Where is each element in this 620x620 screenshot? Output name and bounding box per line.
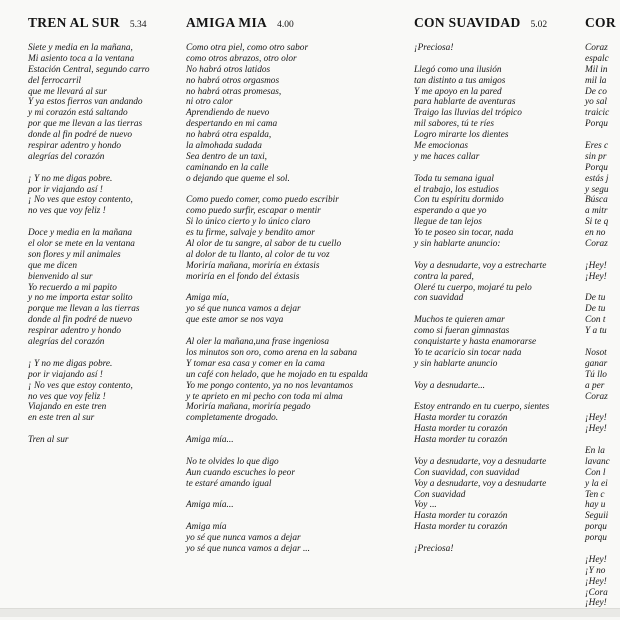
lyric-stanza	[186, 195, 401, 282]
lyric-line: No te olvides lo que digo	[186, 456, 279, 467]
lyric-line: Con suavidad, con suavidad	[414, 467, 520, 478]
lyric-line: Hasta morder tu corazón	[414, 435, 508, 446]
lyric-line: Si lo único cierto y lo único claro	[186, 217, 311, 228]
lyric-stanza	[414, 65, 579, 163]
song-column-cut-off	[585, 14, 620, 620]
lyric-line: Tú llo	[585, 369, 607, 380]
lyric-line: yo sé que nunca vamos a dejar	[186, 304, 301, 315]
lyric-line: Toda tu semana igual	[414, 173, 494, 184]
lyric-line: mil sabores, tú te ríes	[414, 119, 494, 130]
lyric-line: como puedo surfir, escapar o mentir	[186, 206, 321, 217]
lyric-stanza	[585, 261, 620, 283]
lyric-line: Amiga mía,	[186, 293, 229, 304]
lyric-line: no ves que voy feliz !	[28, 206, 106, 217]
lyric-line: y te aprieto en mi pecho con toda mi alma	[186, 391, 343, 402]
lyric-line: sin pr	[585, 151, 607, 162]
lyric-line: Logro mirarte los dientes	[414, 130, 509, 141]
lyric-line: Viajando en este tren	[28, 402, 107, 413]
lyric-line: respirar adentro y hondo	[28, 141, 122, 152]
song-column-con-suavidad	[414, 14, 579, 566]
lyric-line: llegue de tan lejos	[414, 217, 482, 228]
lyric-line: Me emocionas	[414, 141, 468, 152]
lyric-line: Eres c	[585, 141, 609, 152]
lyric-line: Voy a desnudarte, voy a desnudarte	[414, 456, 547, 467]
lyric-line: Con t	[585, 315, 606, 326]
lyric-line: ¡Hey!	[585, 576, 607, 587]
lyric-line: Yo te acaricio sin tocar nada	[414, 347, 522, 358]
lyric-line: a mitr	[585, 206, 608, 217]
lyric-line: Estoy entrando en tu cuerpo, sientes	[414, 402, 550, 413]
song-duration: 5.34	[129, 20, 147, 30]
lyric-line: Búsca	[585, 195, 608, 206]
lyric-line: en este tren al sur	[28, 413, 95, 424]
lyric-stanza	[585, 413, 620, 435]
lyric-line: no habrá otros orgasmos	[186, 75, 280, 86]
lyric-line: Aprendiendo de nuevo	[186, 108, 270, 119]
lyric-line: Y me apoyo en la pared	[414, 86, 502, 97]
song-column-tren-al-sur	[28, 14, 183, 457]
lyric-line: Amiga mía...	[186, 435, 234, 446]
lyric-line: alegrías del corazón	[28, 151, 105, 162]
lyric-line: Mil in	[585, 64, 608, 75]
lyric-line: ¡Hey!	[585, 554, 607, 565]
lyric-line: Aun cuando escuches lo peor	[186, 467, 295, 478]
lyric-line: porque me llevan a las tierras	[28, 304, 140, 315]
lyric-stanza	[585, 293, 620, 337]
lyric-line: Coraz	[585, 391, 608, 402]
lyric-line: al dolor de tu llanto, al color de tu voz	[186, 249, 330, 260]
lyric-line: Al olor de tu sangre, al sabor de tu cuello	[186, 239, 342, 250]
lyric-line: ¡Preciosa!	[414, 543, 454, 554]
song-lyrics	[28, 43, 183, 446]
lyric-line: Al oler la mañana,una frase ingeniosa	[186, 337, 330, 348]
lyric-line: De tu	[585, 304, 606, 315]
lyric-line: esperando a que yo	[414, 206, 487, 217]
lyric-line: como otros abrazos, otro olor	[186, 53, 297, 64]
lyric-line: porqu	[585, 533, 607, 544]
lyric-line: y mi corazón está saltando	[28, 108, 128, 119]
lyric-line: Traigo las lluvias del trópico	[414, 108, 522, 119]
song-lyrics	[186, 43, 401, 555]
lyric-line: que me llevará al sur	[28, 86, 108, 97]
lyric-line: es tu firme, salvaje y bendito amor	[186, 228, 315, 239]
lyric-line: ¡Hey!	[585, 413, 607, 424]
lyric-line: Porqu	[585, 162, 608, 173]
lyric-line: Porqu	[585, 119, 608, 130]
lyric-stanza	[28, 228, 183, 348]
lyric-line: estás j	[585, 173, 609, 184]
lyric-line: Voy ...	[414, 500, 437, 511]
lyric-stanza	[585, 348, 620, 402]
song-header	[414, 14, 579, 34]
lyric-line: De co	[585, 86, 607, 97]
lyric-line: hay u	[585, 500, 606, 511]
lyric-line: Voy a desnudarte, voy a estrecharte	[414, 260, 547, 271]
lyric-line: Amiga mía	[186, 522, 227, 533]
lyric-line: y segu	[585, 184, 609, 195]
lyric-line: yo sé que nunca vamos a dejar	[186, 533, 301, 544]
lyric-line: ¡ No ves que estoy contento,	[28, 195, 133, 206]
lyric-line: Mi asiento toca a la ventana	[28, 53, 135, 64]
lyric-line: No habrá otros latidos	[186, 64, 271, 75]
lyric-line: lavanc	[585, 456, 610, 467]
lyric-line: alegrías del corazón	[28, 337, 105, 348]
lyric-line: Coraz	[585, 43, 608, 53]
lyric-line: ganar	[585, 358, 608, 369]
lyric-stanza	[186, 522, 401, 555]
lyric-line: donde al fin podré de nuevo	[28, 130, 133, 141]
lyric-stanza	[28, 435, 183, 446]
lyric-line: porqu	[585, 522, 607, 533]
lyric-line: completamente drogado.	[186, 413, 279, 424]
lyric-line: contra la pared,	[414, 271, 474, 282]
song-header	[186, 14, 401, 34]
lyric-line: Yo te poseo sin tocar, nada	[414, 228, 514, 239]
lyric-stanza	[414, 43, 579, 54]
lyric-line: Amiga mía...	[186, 500, 234, 511]
lyric-stanza	[414, 174, 579, 250]
lyric-line: Hasta morder tu corazón	[414, 511, 508, 522]
lyric-line: Estación Central, segundo carro	[28, 64, 150, 75]
song-title: TREN AL SUR	[28, 15, 120, 30]
lyric-stanza	[585, 43, 620, 130]
lyric-line: que me dicen	[28, 260, 78, 271]
lyric-stanza	[585, 555, 620, 609]
lyric-line: donde al fin podré de nuevo	[28, 315, 133, 326]
lyric-line: tan distinto a tus amigos	[414, 75, 506, 86]
song-title: COR	[585, 15, 616, 30]
lyric-line: Y a tu	[585, 326, 607, 337]
lyric-line: conquistarte y hasta enamorarse	[414, 337, 537, 348]
lyric-line: Como puedo comer, como puedo escribir	[186, 195, 339, 206]
lyric-line: y me haces callar	[414, 151, 480, 162]
lyric-line: despertando en mi cama	[186, 119, 278, 130]
lyric-line: en no	[585, 228, 606, 239]
song-duration: 5.02	[530, 20, 548, 30]
lyric-stanza	[414, 381, 579, 392]
lyric-line: ¡Hey!	[585, 271, 607, 282]
lyric-line: Hasta morder tu corazón	[414, 424, 508, 435]
lyric-line: Doce y media en la mañana	[28, 228, 133, 239]
lyric-line: ¡Cora	[585, 587, 608, 598]
lyric-line: yo sé que nunca vamos a dejar ...	[186, 543, 310, 554]
lyric-line: Tren al sur	[28, 435, 69, 446]
lyric-stanza	[186, 337, 401, 424]
lyric-stanza	[186, 457, 401, 490]
lyric-line: ¡Hey!	[585, 260, 607, 271]
lyric-line: Nosot	[585, 347, 607, 358]
lyric-line: espalc	[585, 53, 609, 64]
lyric-line: Yo me pongo contento, ya no nos levantamos	[186, 380, 353, 391]
lyric-line: del ferrocarril	[28, 75, 82, 86]
lyric-stanza	[585, 141, 620, 250]
lyric-line: Muchos te quieren amar	[414, 315, 505, 326]
lyric-line: la almohada sudada	[186, 141, 262, 152]
lyric-line: por ir viajando así !	[28, 184, 103, 195]
lyric-line: el trabajo, los estudios	[414, 184, 499, 195]
song-duration: 4.00	[277, 20, 294, 30]
lyric-line: a per	[585, 380, 605, 391]
lyric-line: Como otra piel, como otro sabor	[186, 43, 309, 53]
lyric-line: por ir viajando así !	[28, 369, 103, 380]
lyric-stanza	[28, 174, 183, 218]
song-header	[28, 14, 183, 34]
lyric-line: que este amor se nos vaya	[186, 315, 284, 326]
lyric-stanza	[28, 43, 183, 163]
lyric-line: ¡Preciosa!	[414, 43, 454, 53]
lyric-line: ¡Hey!	[585, 598, 607, 609]
lyric-line: Hasta morder tu corazón	[414, 522, 508, 533]
lyric-line: o dejando que queme el sol.	[186, 173, 290, 184]
lyric-line: Oleré tu cuerpo, mojaré tu pelo	[414, 282, 532, 293]
lyric-stanza	[414, 544, 579, 555]
lyric-stanza	[186, 43, 401, 185]
lyric-line: un café con helado, que he mojado en tu espalda	[186, 369, 368, 380]
lyric-line: Con suavidad	[414, 489, 466, 500]
lyric-line: y la ei	[585, 478, 608, 489]
lyric-line: respirar adentro y hondo	[28, 326, 122, 337]
song-header	[585, 14, 620, 34]
lyric-line: y sin hablarte anuncio	[414, 358, 498, 369]
lyric-line: Con l	[585, 467, 606, 478]
lyric-line: traicic	[585, 108, 610, 119]
lyric-line: ¡ Y no me digas pobre.	[28, 358, 113, 369]
song-title: AMIGA MIA	[186, 15, 268, 30]
lyric-line: los minutos son oro, como arena en la sabana	[186, 347, 358, 358]
lyric-line: para hablarte de aventuras	[414, 97, 516, 108]
lyric-line: De tu	[585, 293, 606, 304]
lyric-line: ¡Y no	[585, 565, 606, 576]
lyric-stanza	[28, 359, 183, 424]
lyric-line: Yo recuerdo a mi papito	[28, 282, 117, 293]
lyric-line: Coraz	[585, 239, 608, 250]
lyric-line: Y ya estos fierros van andando	[28, 97, 143, 108]
lyric-line: Si te q	[585, 217, 609, 228]
lyric-line: caminando en la calle	[186, 162, 269, 173]
lyric-line: Llegó como una ilusión	[414, 64, 502, 75]
lyric-line: ¡ No ves que estoy contento,	[28, 380, 133, 391]
lyric-line: Siete y media en la mañana,	[28, 43, 133, 53]
song-title: CON SUAVIDAD	[414, 15, 521, 30]
lyric-line: Sea dentro de un taxi,	[186, 151, 267, 162]
lyric-line: no ves que voy feliz !	[28, 391, 106, 402]
lyric-line: ¡Hey!	[585, 424, 607, 435]
song-column-amiga-mia	[186, 14, 401, 566]
lyric-stanza	[414, 315, 579, 369]
lyric-line: mil la	[585, 75, 607, 86]
lyric-line: te estaré amando igual	[186, 478, 272, 489]
lyric-line: ¡ Y no me digas pobre.	[28, 173, 113, 184]
lyric-line: ni otro calor	[186, 97, 233, 108]
song-lyrics	[585, 43, 620, 609]
lyric-line: Hasta morder tu corazón	[414, 413, 508, 424]
lyric-line: como si fueran gimnastas	[414, 326, 510, 337]
lyric-line: y sin hablarte anuncio:	[414, 239, 501, 250]
lyric-stanza	[414, 457, 579, 533]
lyric-line: son flores y mil animales	[28, 249, 121, 260]
lyric-line: Voy a desnudarte, voy a desnudarte	[414, 478, 547, 489]
lyric-line: el olor se mete en la ventana	[28, 239, 135, 250]
lyric-stanza	[186, 293, 401, 326]
lyric-line: no habrá otras promesas,	[186, 86, 282, 97]
lyric-stanza	[585, 446, 620, 544]
lyric-line: no habrá otra espalda,	[186, 130, 272, 141]
lyric-line: Con tu espíritu dormido	[414, 195, 504, 206]
lyric-line: y no me importa estar solito	[28, 293, 133, 304]
lyric-line: Moriría mañana, moriría pegado	[186, 402, 311, 413]
lyric-stanza	[414, 261, 579, 305]
lyric-line: Ten c	[585, 489, 605, 500]
lyric-stanza	[186, 500, 401, 511]
song-lyrics	[414, 43, 579, 555]
lyric-stanza	[414, 402, 579, 446]
lyric-line: Seguii	[585, 511, 609, 522]
lyric-line: moriría en el fondo del éxtasis	[186, 271, 300, 282]
lyric-line: con suavidad	[414, 293, 464, 304]
lyric-line: Moriría mañana, moriría en éxtasis	[186, 260, 320, 271]
lyric-line: yo sal	[585, 97, 607, 108]
lyric-line: por que me llevan a las tierras	[28, 119, 143, 130]
lyric-stanza	[186, 435, 401, 446]
lyric-line: En la	[585, 445, 605, 456]
lyric-line: Voy a desnudarte...	[414, 380, 486, 391]
lyric-line: bienvenido al sur	[28, 271, 93, 282]
lyric-line: Y tomar esa casa y comer en la cama	[186, 358, 325, 369]
